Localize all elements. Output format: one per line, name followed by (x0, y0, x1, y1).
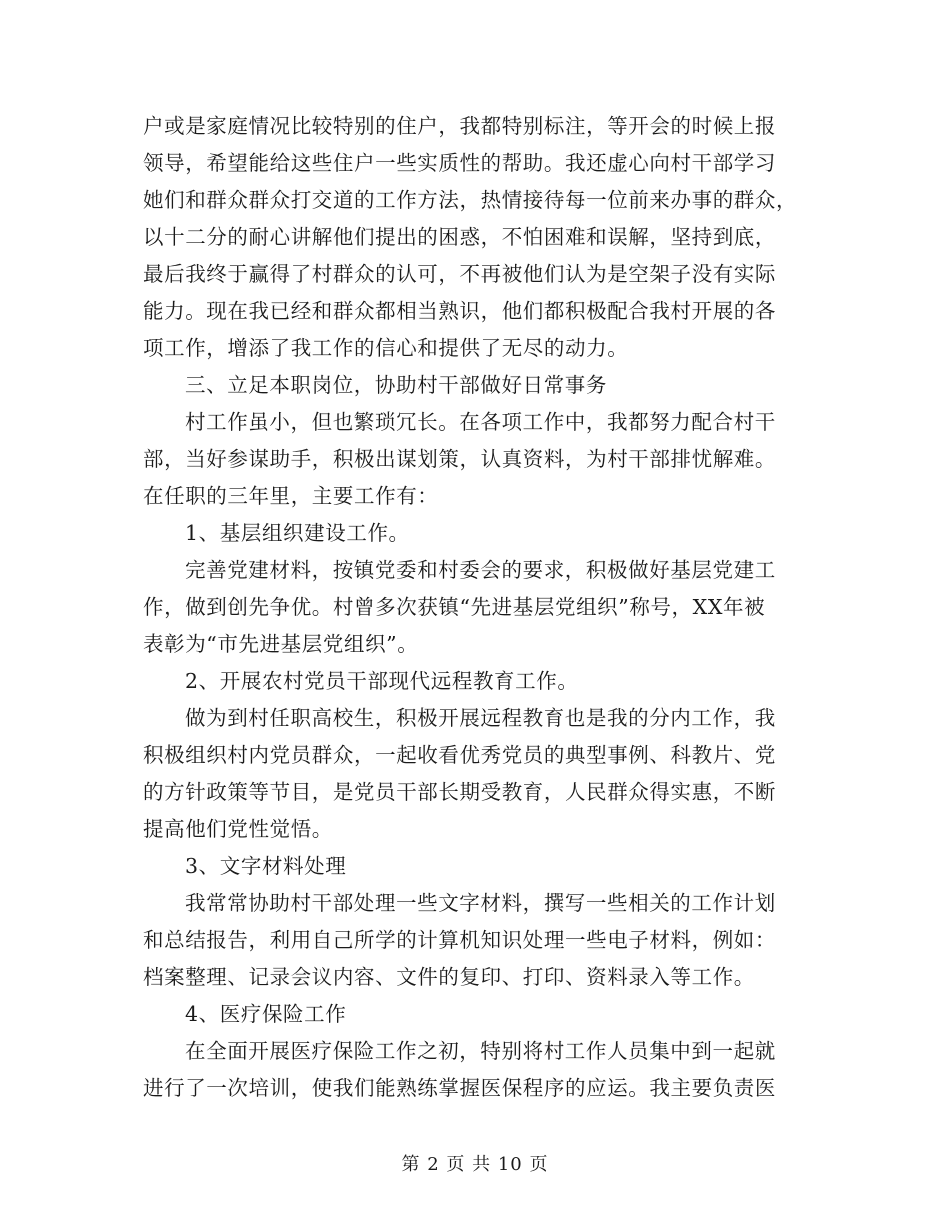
text-line: 表彰为“市先进基层党组织”。 (143, 632, 419, 656)
text-line: 积极组织村内党员群众，一起收看优秀党员的典型事例、科教片、党 (143, 743, 776, 767)
text-line: 档案整理、记录会议内容、文件的复印、打印、资料录入等工作。 (143, 965, 755, 989)
list-heading: 3、文字材料处理 (185, 854, 347, 878)
paragraph-first-line: 做为到村任职高校生，积极开展远程教育也是我的分内工作，我 (185, 706, 776, 730)
section-heading: 三、立足本职岗位，协助村干部做好日常事务 (185, 373, 607, 397)
text-line: 以十二分的耐心讲解他们提出的困惑，不怕困难和误解，坚持到底， (143, 225, 776, 249)
text-line: 在任职的三年里，主要工作有： (143, 484, 439, 508)
paragraph-first-line: 在全面开展医疗保险工作之初，特别将村工作人员集中到一起就 (185, 1039, 776, 1063)
text-line: 和总结报告，利用自己所学的计算机知识处理一些电子材料，例如： (143, 928, 776, 952)
text-line: 部，当好参谋助手，积极出谋划策，认真资料，为村干部排忧解难。 (143, 447, 776, 471)
text-line: 的方针政策等节目，是党员干部长期受教育，人民群众得实惠，不断 (143, 780, 776, 804)
paragraph-first-line: 村工作虽小，但也繁琐冗长。在各项工作中，我都努力配合村干 (185, 410, 776, 434)
page-number-footer: 第 2 页 共 10 页 (401, 1154, 549, 1175)
document-body (143, 108, 813, 1107)
list-heading: 4、医疗保险工作 (185, 1002, 347, 1026)
text-line: 进行了一次培训，使我们能熟练掌握医保程序的应运。我主要负责医 (143, 1076, 776, 1100)
text-line: 作，做到创先争优。村曾多次获镇“先进基层党组织”称号，XX年被 (143, 595, 766, 619)
list-heading: 2、开展农村党员干部现代远程教育工作。 (185, 669, 579, 693)
text-line: 提高他们党性觉悟。 (143, 817, 333, 841)
text-line: 户或是家庭情况比较特别的住户，我都特别标注，等开会的时候上报 (143, 114, 776, 138)
paragraph-first-line: 完善党建材料，按镇党委和村委会的要求，积极做好基层党建工 (185, 558, 776, 582)
text-line: 最后我终于赢得了村群众的认可，不再被他们认为是空架子没有实际 (143, 262, 776, 286)
list-heading: 1、基层组织建设工作。 (185, 521, 410, 545)
text-line: 项工作，增添了我工作的信心和提供了无尽的动力。 (143, 336, 629, 360)
paragraph-first-line: 我常常协助村干部处理一些文字材料，撰写一些相关的工作计划 (185, 891, 776, 915)
text-line: 领导，希望能给这些住户一些实质性的帮助。我还虚心向村干部学习 (143, 151, 776, 175)
text-line: 她们和群众群众打交道的工作方法，热情接待每一位前来办事的群众， (143, 188, 798, 212)
text-line: 能力。现在我已经和群众都相当熟识，他们都积极配合我村开展的各 (143, 299, 776, 323)
